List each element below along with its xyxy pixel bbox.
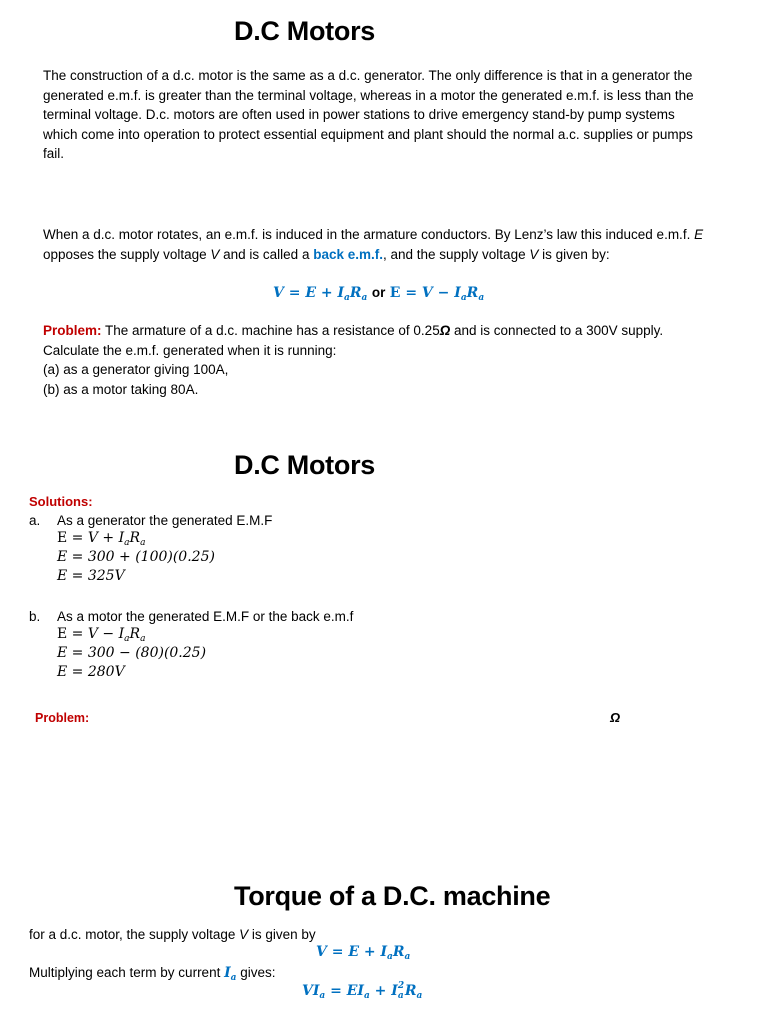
- voltage-equation: $V = E + I_aR_a$ or $E = V - I_aR_a$: [273, 285, 485, 303]
- page-title: D.C Motors: [234, 16, 375, 46]
- solution-b-eq3: E = 280V: [57, 664, 125, 680]
- solution-a-text: As a generator the generated E.M.F: [57, 513, 273, 528]
- intro-paragraph: The construction of a d.c. motor is the same as a d.c. generator. The only difference is that in a generator the generated e.m.f. is greater than the terminal voltage, whereas in a motor the generated e.m.f. is less than the terminal voltage. D.c. motors are often used in power stations to drive emergency stand-by pump systems which come into operation to protect essential equipment and plant should the normal a.c. supplies or pumps fail.: [43, 68, 694, 161]
- solutions-label: Solutions:: [29, 494, 93, 509]
- problem-part-b: (b) as a motor taking 80A.: [43, 381, 199, 397]
- section-title-solutions: D.C Motors: [234, 450, 375, 480]
- problem-statement: Problem: The armature of a d.c. machine has a resistance of 0.25Ω and is connected to a 300V supply. Calculate the e.m.f. generated when it is running: (a) as a generator giving 100A, (b) as a motor taking 80A.: [43, 323, 664, 397]
- torque-line-2: Multiplying each term by current $I_a$ gives:: [29, 965, 276, 983]
- back-emf-term: back e.m.f.: [313, 246, 383, 262]
- ohm-symbol-2: Ω: [610, 710, 621, 725]
- torque-line-1: for a d.c. motor, the supply voltage V is given by: [29, 927, 316, 942]
- section-title-torque: Torque of a D.C. machine: [234, 881, 551, 911]
- ohm-symbol: Ω: [439, 323, 451, 338]
- problem-label: Problem:: [43, 323, 102, 338]
- solution-a-eq3: E = 325V: [57, 568, 125, 584]
- problem-label-2: Problem:: [35, 711, 90, 725]
- torque-eq-1: $V = E + I_aR_a$: [316, 944, 411, 962]
- solution-a-eq2: E = 300 + (100)(0.25): [57, 549, 215, 565]
- torque-eq-2: $VI_a = EI_a + I$ 2 a $R_a$: [302, 981, 423, 1001]
- solution-a-marker: a.: [29, 513, 41, 528]
- solution-b-marker: b.: [29, 609, 41, 624]
- solution-b-text: As a motor the generated E.M.F or the back e.m.f: [57, 609, 354, 624]
- solution-b-eq1: $E = V - I_aR_a$: [57, 626, 146, 644]
- solution-b-eq2: E = 300 − (80)(0.25): [57, 645, 207, 661]
- back-emf-paragraph: When a d.c. motor rotates, an e.m.f. is induced in the armature conductors. By Lenz’s law this induced e.m.f. E opposes the supply voltage V and is called a back e.m.f., and the supply voltage V is given by:: [43, 227, 704, 262]
- solution-a-eq1: $E = V + I_aR_a$: [57, 530, 146, 548]
- problem-part-a: (a) as a generator giving 100A,: [43, 362, 229, 377]
